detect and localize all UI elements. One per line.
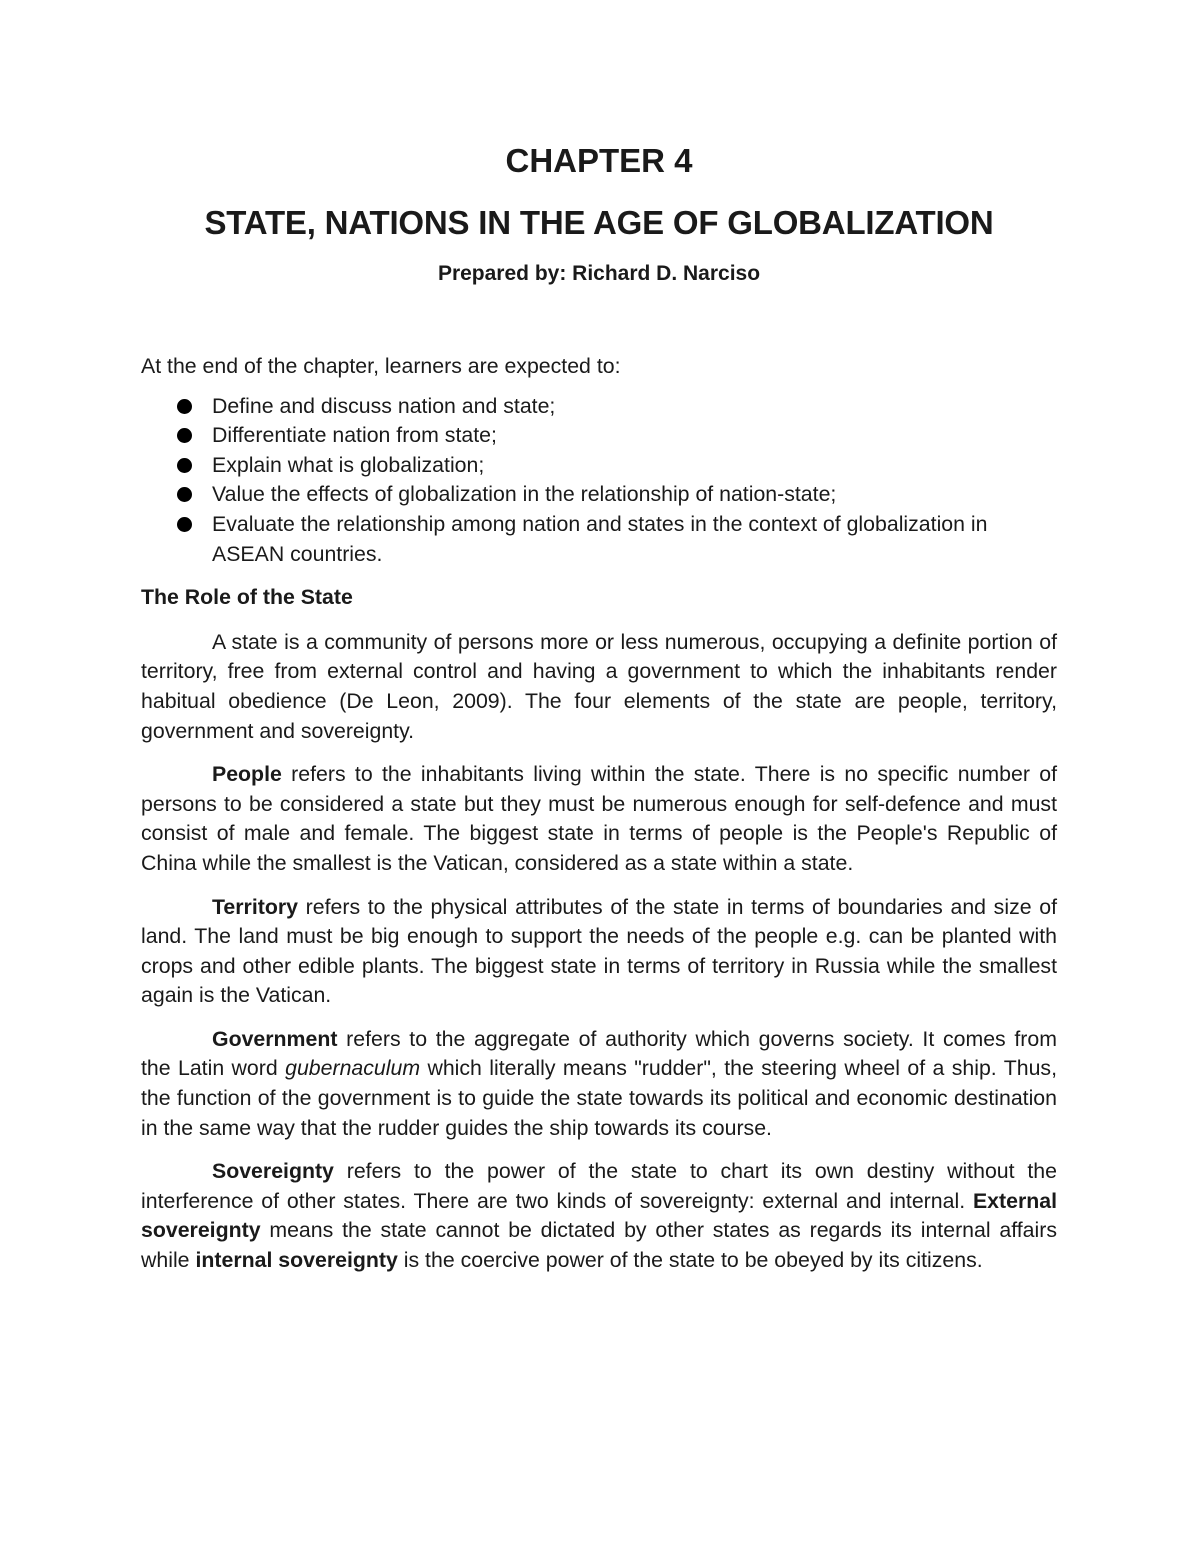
document-body	[141, 352, 1057, 1290]
paragraph-state-definition: A state is a community of persons more or less numerous, occupying a definite portion of territory, free from external control and having a government to which the inhabitants render habitual obedience (De Leon, 2009). The four elements of the state are people, territory, government and sovereignty.	[141, 629, 1057, 743]
paragraph-text: refers to the aggregate of authority which governs society. It comes from the Latin word	[141, 1026, 1057, 1081]
objective-text: Evaluate the relationship among nation and states in the context of globalization in ASEAN countries.	[212, 511, 988, 566]
list-item	[141, 421, 1057, 451]
paragraph-territory	[141, 893, 1057, 1011]
objectives-list	[141, 392, 1057, 570]
objectives-intro: At the end of the chapter, learners are expected to:	[141, 354, 621, 378]
bullet-icon	[177, 517, 192, 532]
bullet-icon	[177, 458, 192, 473]
paragraph-text: is the coercive power of the state to be obeyed by its citizens.	[397, 1248, 983, 1273]
term-people: People	[212, 762, 282, 787]
objective-text: Differentiate nation from state;	[212, 423, 497, 448]
section-heading: The Role of the State	[141, 585, 353, 610]
term-sovereignty: Sovereignty	[212, 1159, 334, 1184]
objective-text: Define and discuss nation and state;	[212, 393, 556, 418]
paragraph-sovereignty	[141, 1157, 1057, 1275]
bullet-icon	[177, 399, 192, 414]
bullet-icon	[177, 487, 192, 502]
objective-text: Value the effects of globalization in the relationship of nation-state;	[212, 482, 837, 507]
term-government: Government	[212, 1026, 338, 1051]
latin-word: gubernaculum	[285, 1056, 421, 1081]
term-internal-sovereignty: internal sovereignty	[195, 1248, 398, 1273]
paragraph-text: means the state cannot be dictated by other states as regards its internal affairs while	[141, 1218, 1057, 1273]
paragraph-text: which literally means "rudder", the steering wheel of a ship. Thus, the function of the government is to guide the state towards its political and economic destination in the same way that the rudder guides the ship towards its course.	[141, 1056, 1057, 1140]
list-item	[141, 451, 1057, 481]
chapter-title: STATE, NATIONS IN THE AGE OF GLOBALIZATION	[204, 204, 994, 241]
list-item	[141, 510, 1057, 569]
prepared-by: Prepared by: Richard D. Narciso	[437, 262, 761, 285]
list-item	[141, 392, 1057, 422]
bullet-icon	[177, 428, 192, 443]
chapter-number: CHAPTER 4	[505, 142, 693, 179]
paragraph-text: refers to the power of the state to chart its own destiny without the interference of other states. There are two kinds of sovereignty: external and internal.	[141, 1159, 1057, 1213]
term-territory: Territory	[212, 894, 298, 919]
objective-text: Explain what is globalization;	[212, 452, 485, 477]
paragraph-people	[141, 760, 1057, 878]
list-item	[141, 480, 1057, 510]
term-external-sovereignty: External sovereignty	[141, 1188, 1057, 1243]
paragraph-government	[141, 1025, 1057, 1143]
paragraph-text: refers to the inhabitants living within the state. There is no specific number of persons to be considered a state but they must be numerous enough for self-defence and must consist of male and female. The biggest state in terms of people is the People's Republic of China while the smallest is the Vatican, considered as a state within a state.	[141, 762, 1057, 875]
paragraph-text: refers to the physical attributes of the state in terms of boundaries and size of land. The land must be big enough to support the needs of the people e.g. can be planted with crops and other edible plants. The biggest state in terms of territory in Russia while the smallest again is the Vatican.	[141, 894, 1057, 1008]
